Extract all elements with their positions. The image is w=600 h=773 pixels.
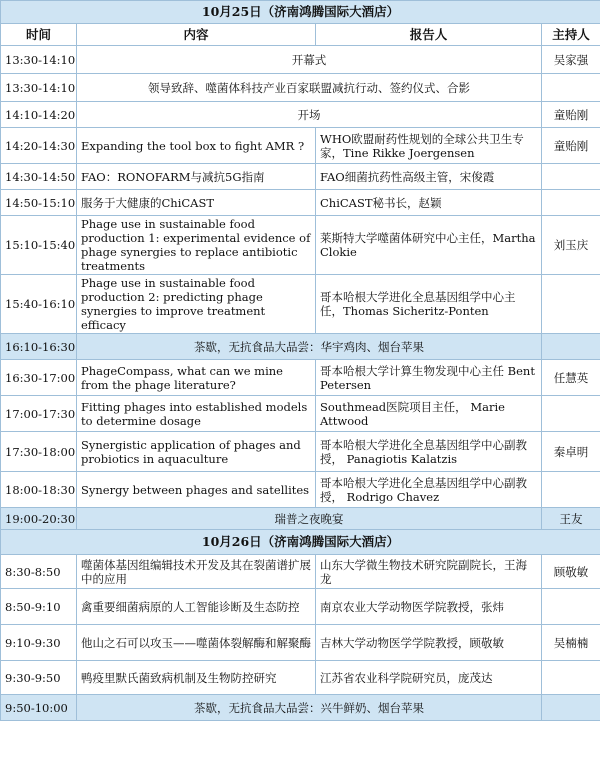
host-cell: 吴楠楠: [542, 625, 600, 661]
schedule-row: [1, 128, 600, 164]
schedule-row: [1, 555, 600, 589]
time-cell: 9:30-9:50: [1, 661, 77, 695]
reporter-cell: FAO细菌抗药性高级主管，宋俊霞: [316, 164, 542, 190]
reporter-cell: 哥本哈根大学进化全息基因组学中心副教授， Panagiotis Kalatzis: [316, 432, 542, 472]
time-cell: 16:10-16:30: [1, 334, 77, 360]
time-cell: 17:00-17:30: [1, 396, 77, 432]
host-cell: [542, 275, 600, 334]
time-cell: 14:20-14:30: [1, 128, 77, 164]
content-cell: Synergistic application of phages and probiotics in aquaculture: [77, 432, 316, 472]
host-cell: [542, 661, 600, 695]
host-cell: 吴家强: [542, 46, 600, 74]
reporter-cell: WHO欧盟耐药性规划的全球公共卫生专家，Tine Rikke Joergensen: [316, 128, 542, 164]
content-cell: 服务于大健康的ChiCAST: [77, 190, 316, 216]
content-cell: Synergy between phages and satellites: [77, 472, 316, 508]
time-cell: 9:10-9:30: [1, 625, 77, 661]
schedule-row: [1, 190, 600, 216]
day-header-row: [1, 530, 600, 555]
content-cell: PhageCompass, what can we mine from the phage literature?: [77, 360, 316, 396]
col-content: 内容: [77, 24, 316, 46]
content-cell: Fitting phages into established models to determine dosage: [77, 396, 316, 432]
col-host: 主持人: [542, 24, 600, 46]
host-cell: [542, 396, 600, 432]
content-cell: Phage use in sustainable food production 2: predicting phage synergies to improve treatment efficacy: [77, 275, 316, 334]
schedule-row: [1, 589, 600, 625]
host-cell: 童贻刚: [542, 102, 600, 128]
schedule-row: [1, 625, 600, 661]
schedule-row: [1, 102, 600, 128]
day-header: 10月25日（济南鸿腾国际大酒店）: [1, 1, 600, 24]
schedule-row: [1, 661, 600, 695]
reporter-cell: 南京农业大学动物医学院教授，张炜: [316, 589, 542, 625]
host-cell: 童贻刚: [542, 128, 600, 164]
content-cell: Expanding the tool box to fight AMR ?: [77, 128, 316, 164]
schedule-row: [1, 164, 600, 190]
reporter-cell: 哥本哈根大学进化全息基因组学中心主任，Thomas Sicheritz-Ponten: [316, 275, 542, 334]
session-cell: 开场: [77, 102, 542, 128]
time-cell: 8:50-9:10: [1, 589, 77, 625]
time-cell: 13:30-14:10: [1, 46, 77, 74]
schedule-row: [1, 695, 600, 721]
content-cell: 鸭疫里默氏菌致病机制及生物防控研究: [77, 661, 316, 695]
host-cell: 秦卓明: [542, 432, 600, 472]
time-cell: 15:10-15:40: [1, 216, 77, 275]
time-cell: 9:50-10:00: [1, 695, 77, 721]
time-cell: 14:10-14:20: [1, 102, 77, 128]
host-cell: [542, 190, 600, 216]
host-cell: [542, 334, 600, 360]
schedule-row: [1, 216, 600, 275]
reporter-cell: 吉林大学动物医学学院教授，顾敬敏: [316, 625, 542, 661]
host-cell: [542, 589, 600, 625]
col-reporter: 报告人: [316, 24, 542, 46]
reporter-cell: ChiCAST秘书长，赵颖: [316, 190, 542, 216]
host-cell: [542, 164, 600, 190]
host-cell: [542, 472, 600, 508]
session-cell: 茶歇，无抗食品大品尝：华宇鸡肉、烟台苹果: [77, 334, 542, 360]
column-header-row: [1, 24, 600, 46]
col-time: 时间: [1, 24, 77, 46]
host-cell: [542, 74, 600, 102]
time-cell: 8:30-8:50: [1, 555, 77, 589]
day-header: 10月26日（济南鸿腾国际大酒店）: [1, 530, 600, 555]
host-cell: 刘玉庆: [542, 216, 600, 275]
session-cell: 瑞普之夜晚宴: [77, 508, 542, 530]
content-cell: 噬菌体基因组编辑技术开发及其在裂菌谱扩展中的应用: [77, 555, 316, 589]
reporter-cell: 江苏省农业科学院研究员，庞茂达: [316, 661, 542, 695]
time-cell: 18:00-18:30: [1, 472, 77, 508]
reporter-cell: 哥本哈根大学进化全息基因组学中心副教授， Rodrigo Chavez: [316, 472, 542, 508]
host-cell: 王友: [542, 508, 600, 530]
schedule-row: [1, 360, 600, 396]
content-cell: Phage use in sustainable food production 1: experimental evidence of phage synergies to replace antibiotic treatments: [77, 216, 316, 275]
schedule-row: [1, 432, 600, 472]
reporter-cell: Southmead医院项目主任， Marie Attwood: [316, 396, 542, 432]
session-cell: 开幕式: [77, 46, 542, 74]
schedule-row: [1, 74, 600, 102]
host-cell: 任慧英: [542, 360, 600, 396]
schedule-row: [1, 472, 600, 508]
content-cell: FAO：RONOFARM与减抗5G指南: [77, 164, 316, 190]
content-cell: 禽重要细菌病原的人工智能诊断及生态防控: [77, 589, 316, 625]
session-cell: 领导致辞、噬菌体科技产业百家联盟减抗行动、签约仪式、合影: [77, 74, 542, 102]
reporter-cell: 莱斯特大学噬菌体研究中心主任，Martha Clokie: [316, 216, 542, 275]
schedule-row: [1, 275, 600, 334]
time-cell: 19:00-20:30: [1, 508, 77, 530]
time-cell: 14:50-15:10: [1, 190, 77, 216]
reporter-cell: 哥本哈根大学计算生物发现中心主任 Bent Petersen: [316, 360, 542, 396]
time-cell: 15:40-16:10: [1, 275, 77, 334]
session-cell: 茶歇，无抗食品大品尝：兴牛鲜奶、烟台苹果: [77, 695, 542, 721]
time-cell: 17:30-18:00: [1, 432, 77, 472]
time-cell: 16:30-17:00: [1, 360, 77, 396]
content-cell: 他山之石可以攻玉——噬菌体裂解酶和解聚酶: [77, 625, 316, 661]
host-cell: [542, 695, 600, 721]
schedule-row: [1, 334, 600, 360]
time-cell: 13:30-14:10: [1, 74, 77, 102]
schedule-row: [1, 396, 600, 432]
schedule-row: [1, 46, 600, 74]
day-header-row: [1, 1, 600, 24]
time-cell: 14:30-14:50: [1, 164, 77, 190]
schedule-row: [1, 508, 600, 530]
reporter-cell: 山东大学微生物技术研究院副院长，王海龙: [316, 555, 542, 589]
host-cell: 顾敬敏: [542, 555, 600, 589]
